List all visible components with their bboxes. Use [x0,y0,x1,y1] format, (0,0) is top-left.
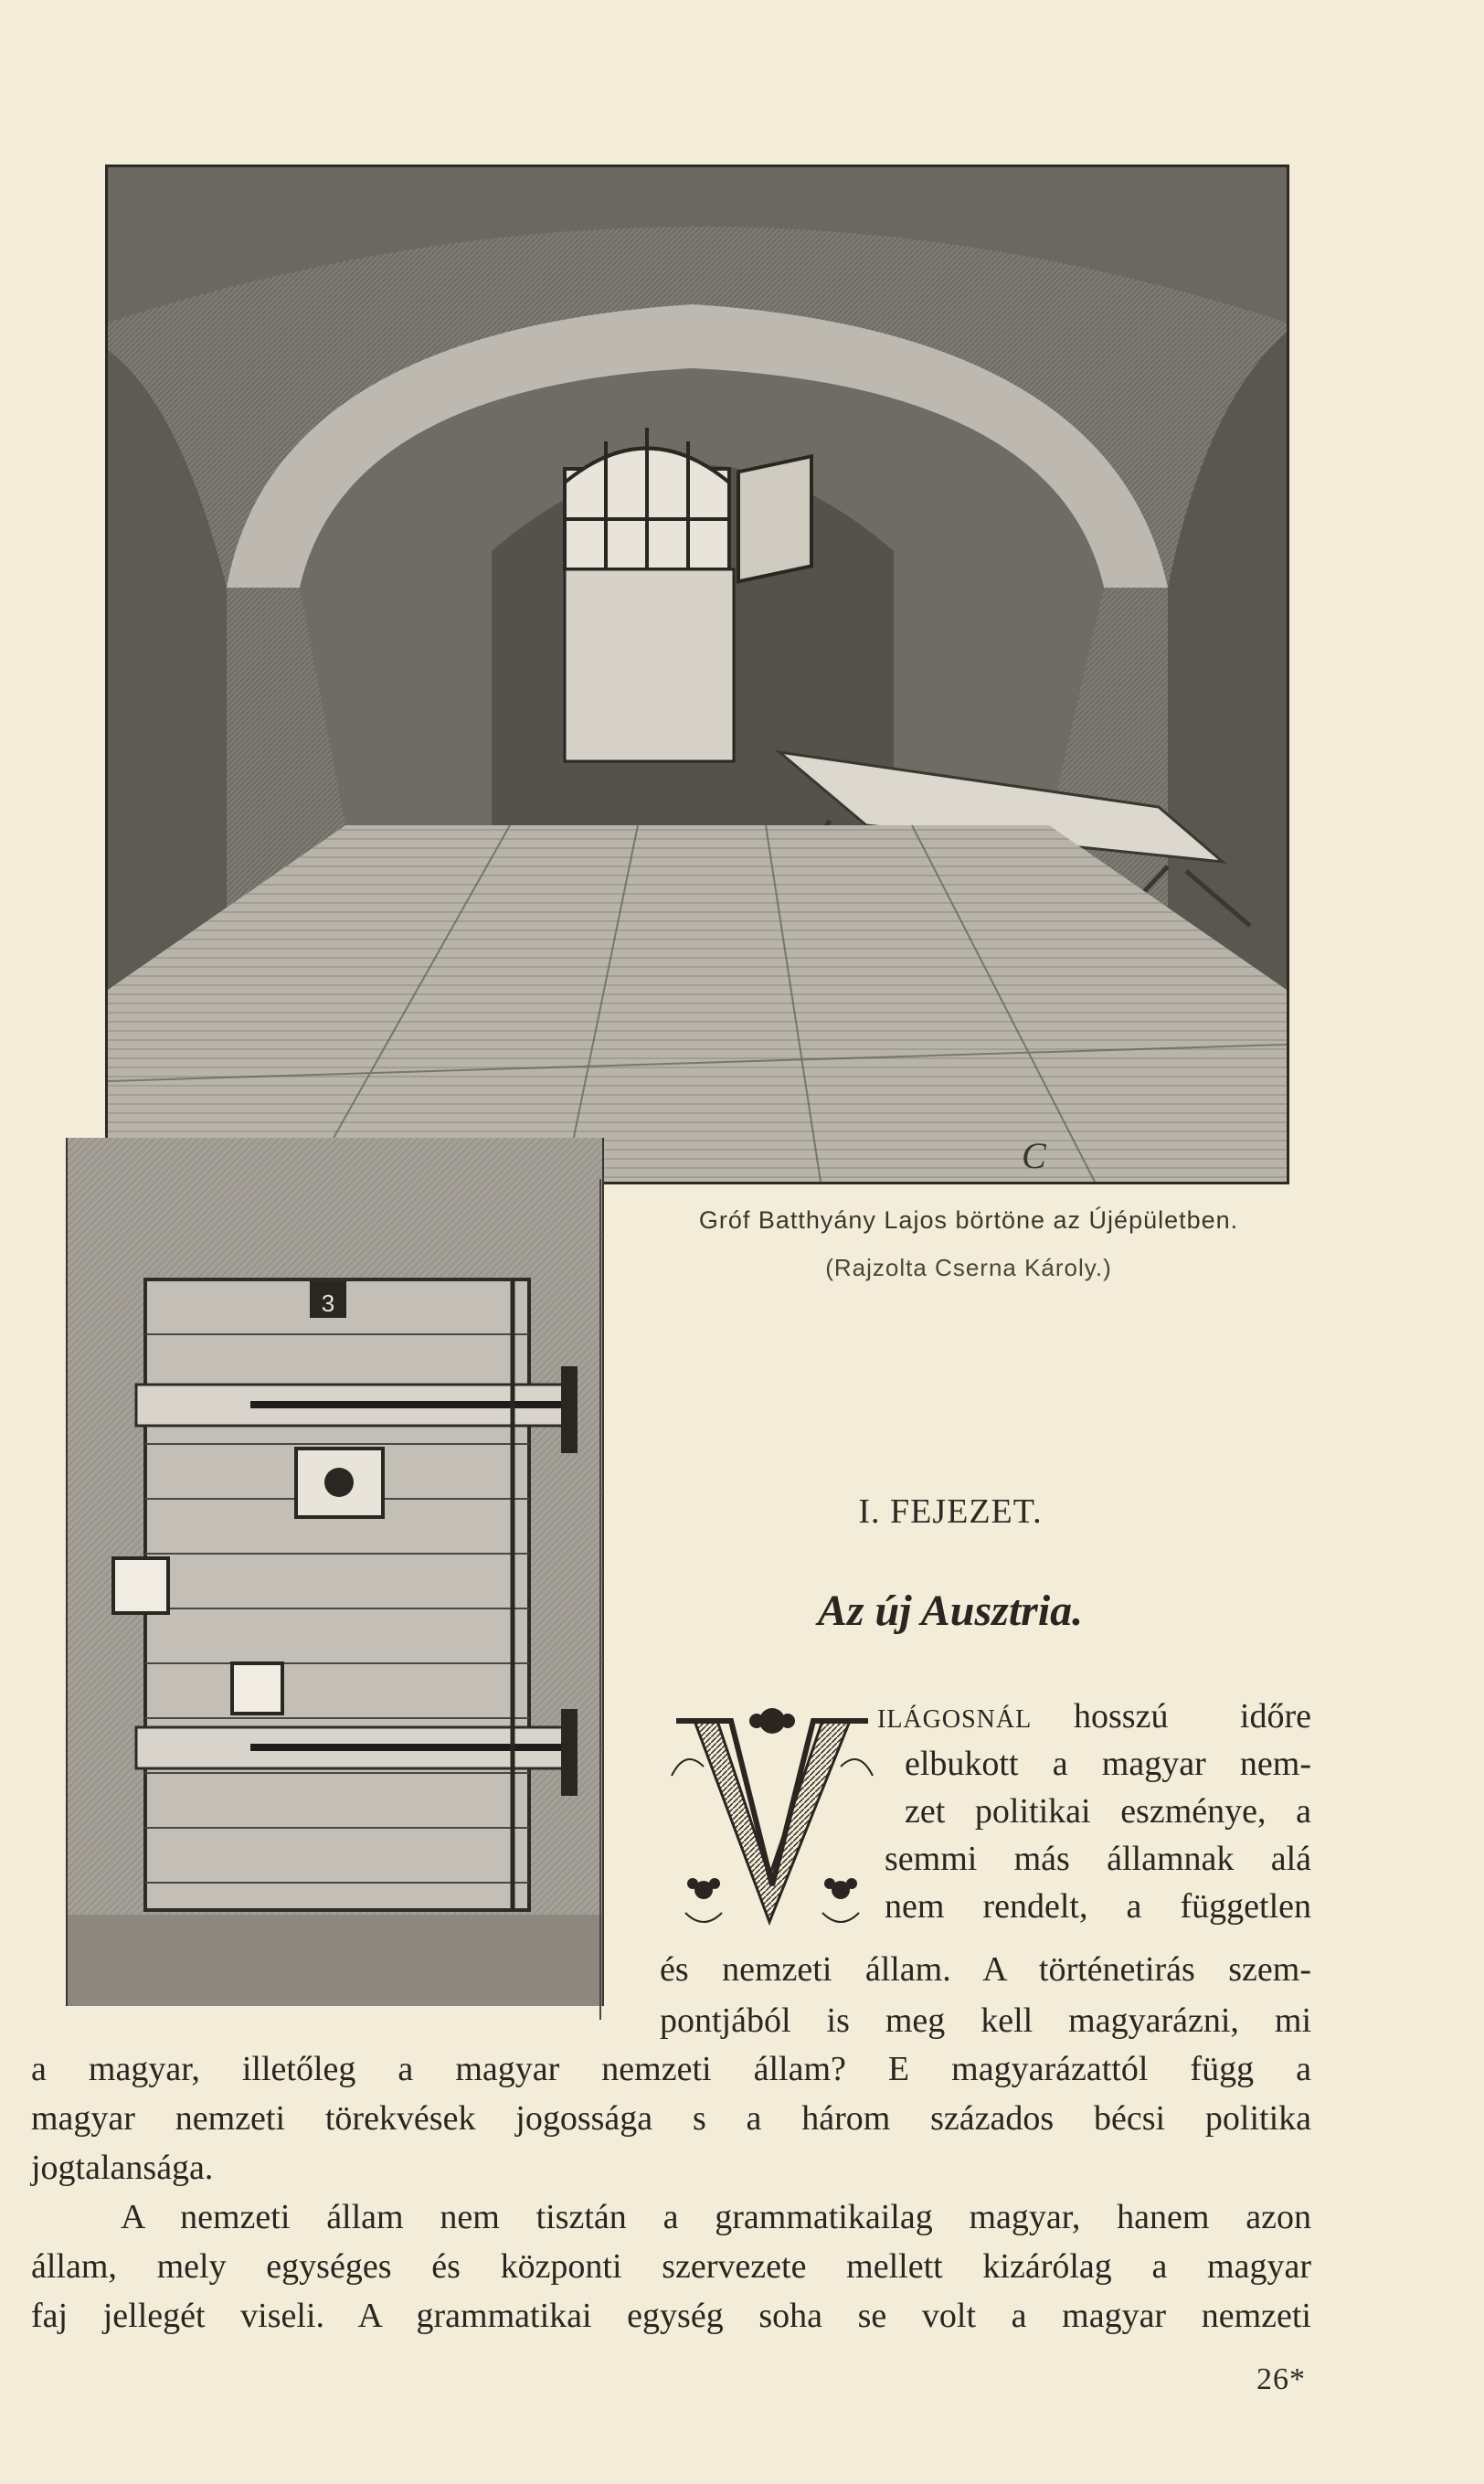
paragraph-1-line: hosszú időre [1074,1697,1311,1736]
decorated-initial [667,1693,877,1931]
illustration-caption: Gróf Batthyány Lajos börtöne az Újépületben. [698,1206,1239,1234]
chapter-title: Az új Ausztria. [817,1587,1084,1635]
paragraph-1-line: jogtalansága. [31,2149,214,2187]
paragraph-1-line: magyar nemzeti törekvések jogossága s a három százados bécsi politika [31,2099,1311,2138]
paragraph-1-line: elbukott a magyar nem- [905,1745,1311,1783]
chapter-number: I. FEJEZET. [858,1492,1043,1531]
paragraph-2-line: A nemzeti állam nem tisztán a grammatikailag magyar, hanem azon [121,2198,1311,2236]
illustration-credit: (Rajzolta Cserna Károly.) [825,1254,1112,1281]
prison-cell-illustration [105,165,1289,1184]
paragraph-1-line: zet politikai eszménye, a [905,1792,1311,1831]
cell-monogram: C [1022,1135,1046,1176]
smallcaps-lead: ILÁGOSNÁL [877,1705,1033,1734]
cell-door-illustration [66,1138,604,2006]
paragraph-1-line: és nemzeti állam. A történetirás szem- [660,1950,1311,1989]
paragraph-2-line: faj jellegét viseli. A grammatikai egység soha se volt a magyar nemzeti [31,2297,1311,2335]
paragraph-1-line: a magyar, illetőleg a magyar nemzeti állam? E magyarázattól függ a [31,2050,1311,2088]
paragraph-2-line: állam, mely egységes és központi szervezete mellett kizárólag a magyar [31,2247,1311,2286]
paragraph-1-line: nem rendelt, a független [885,1887,1311,1926]
door-number: 3 [321,1290,335,1317]
paragraph-1-lead [877,1693,1032,1744]
paragraph-1-line: pontjából is meg kell magyarázni, mi [660,2001,1311,2040]
page-number: 26* [1256,2362,1306,2396]
paragraph-1-line: semmi más államnak alá [885,1840,1311,1878]
initial-letter: V [768,1814,776,1824]
